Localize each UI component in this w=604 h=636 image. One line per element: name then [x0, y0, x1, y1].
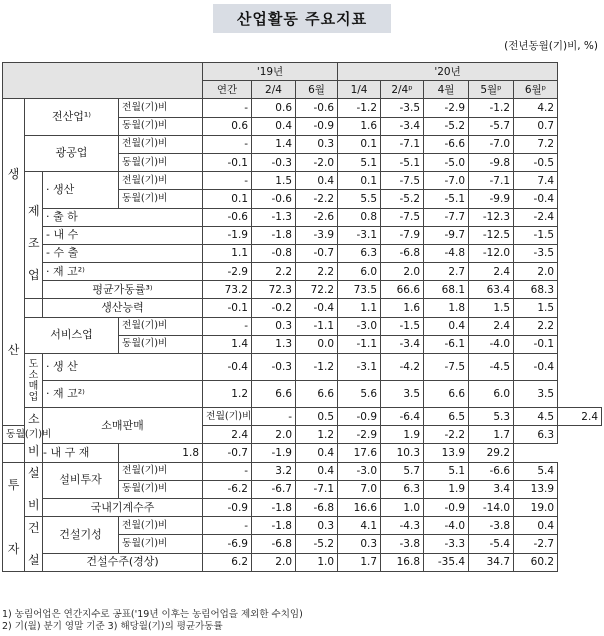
- cell: -: [203, 517, 252, 535]
- cell: 1.1: [203, 244, 252, 262]
- cell: -0.9: [296, 117, 338, 135]
- cell: 6.0: [469, 381, 514, 408]
- group-manufacturing: 제 조 업: [25, 172, 43, 299]
- cell: -3.5: [381, 99, 424, 117]
- cell: 2.2: [252, 263, 296, 281]
- label-construction-orders: 건설수주(경상): [43, 553, 203, 571]
- cell: 1.3: [252, 335, 296, 353]
- label-yoy: 동월(기)비: [119, 117, 203, 135]
- cell: -6.6: [469, 462, 514, 480]
- cell: 1.4: [252, 135, 296, 153]
- label-domestic: - 내 수: [43, 226, 203, 244]
- cell: -3.0: [338, 462, 381, 480]
- cell: -1.8: [252, 226, 296, 244]
- cell: -5.0: [424, 153, 469, 171]
- cell: -4.8: [424, 244, 469, 262]
- cell: 73.2: [203, 281, 252, 299]
- cell: -1.8: [252, 498, 296, 516]
- cell: -9.9: [469, 190, 514, 208]
- cell: -0.9: [338, 408, 381, 426]
- page-title: 산업활동 주요지표: [213, 4, 391, 33]
- cell: 73.5: [338, 281, 381, 299]
- label-yoy: 동월(기)비: [119, 480, 203, 498]
- cell: -1.2: [469, 99, 514, 117]
- cell: 3.4: [469, 480, 514, 498]
- cell: 1.5: [252, 172, 296, 190]
- cell: 2.4: [469, 317, 514, 335]
- cell: 6.5: [424, 408, 469, 426]
- cell: -7.0: [469, 135, 514, 153]
- cell: -5.2: [296, 535, 338, 553]
- cell: 3.5: [381, 381, 424, 408]
- cell: -3.4: [381, 117, 424, 135]
- cell: -: [203, 135, 252, 153]
- cell: 1.6: [338, 117, 381, 135]
- cell: -12.5: [469, 226, 514, 244]
- cell: 3.5: [514, 381, 558, 408]
- cell: -2.4: [514, 208, 558, 226]
- cell: 5.3: [469, 408, 514, 426]
- cell: 2.0: [514, 263, 558, 281]
- cell: 72.2: [296, 281, 338, 299]
- footnote-1: 1) 농림어업은 연간지수로 공표('19년 이후는 농림어업을 제외한 수치임): [2, 609, 303, 620]
- period-annual: 연간: [203, 81, 252, 99]
- label-capacity: 생산능력: [43, 299, 203, 317]
- cell: 0.6: [252, 99, 296, 117]
- label-mom: 전월(기)비: [119, 99, 203, 117]
- footnote-2: 2) 기(월) 분기 영말 기준 3) 해당월(기)의 평균가동률: [2, 621, 223, 632]
- cell: 19.0: [514, 498, 558, 516]
- cell: -2.0: [296, 153, 338, 171]
- cell: -3.1: [338, 226, 381, 244]
- cell: 1.6: [381, 299, 424, 317]
- cell: -2.2: [424, 426, 469, 444]
- cell: 10.3: [381, 444, 424, 462]
- cell: 1.2: [203, 381, 252, 408]
- cell: -0.6: [296, 99, 338, 117]
- cell: -4.0: [424, 517, 469, 535]
- cell: -5.4: [469, 535, 514, 553]
- title-bar: [0, 4, 604, 34]
- label-yoy: 동월(기)비: [119, 153, 203, 171]
- cell: 1.1: [338, 299, 381, 317]
- cell: -0.7: [203, 444, 252, 462]
- cell: 1.8: [119, 444, 203, 462]
- label-construction-completed: 건설기성: [43, 517, 119, 553]
- cell: -0.1: [514, 335, 558, 353]
- cell: 5.5: [338, 190, 381, 208]
- label-durables: - 내 구 재: [3, 444, 119, 462]
- cell: 0.7: [514, 117, 558, 135]
- label-yoy: 동월(기)비: [3, 426, 25, 444]
- cell: -1.9: [203, 226, 252, 244]
- cell: 5.6: [338, 381, 381, 408]
- header-year-20: '20년: [338, 63, 558, 81]
- cell: 16.8: [381, 553, 424, 571]
- cell: 6.3: [338, 244, 381, 262]
- cell: 1.7: [338, 553, 381, 571]
- label-yoy: 동월(기)비: [119, 335, 203, 353]
- unit-label: (전년동월(기)비, %): [504, 40, 598, 52]
- cell: -3.5: [514, 244, 558, 262]
- cell: -2.9: [424, 99, 469, 117]
- cell: 5.4: [514, 462, 558, 480]
- cell: 6.0: [338, 263, 381, 281]
- label-mom: 전월(기)비: [119, 517, 203, 535]
- cell: 6.3: [514, 426, 558, 444]
- cell: -5.1: [424, 190, 469, 208]
- cell: 1.9: [381, 426, 424, 444]
- cell: -6.1: [424, 335, 469, 353]
- cell: 60.2: [514, 553, 558, 571]
- cell: -6.4: [381, 408, 424, 426]
- cell: 6.3: [381, 480, 424, 498]
- cell: -4.2: [381, 354, 424, 381]
- cell: -0.1: [203, 299, 252, 317]
- cell: 17.6: [338, 444, 381, 462]
- cell: -7.9: [381, 226, 424, 244]
- cell: -7.7: [424, 208, 469, 226]
- cell: -5.7: [469, 117, 514, 135]
- cell: -5.2: [381, 190, 424, 208]
- cell: -: [252, 408, 296, 426]
- cell: 0.8: [338, 208, 381, 226]
- cell: -0.4: [514, 354, 558, 381]
- cell: 1.5: [514, 299, 558, 317]
- cell: 63.4: [469, 281, 514, 299]
- cell: -1.2: [296, 354, 338, 381]
- cell: -7.5: [381, 172, 424, 190]
- cell: -0.4: [296, 299, 338, 317]
- label-shipments: · 출 하: [43, 208, 203, 226]
- cell: 1.2: [296, 426, 338, 444]
- cell: -0.1: [203, 153, 252, 171]
- cell: -2.9: [338, 426, 381, 444]
- cell: 2.0: [381, 263, 424, 281]
- cell: 2.0: [252, 553, 296, 571]
- cell: 1.0: [381, 498, 424, 516]
- label-mom: 전월(기)비: [203, 408, 252, 426]
- cell: 0.1: [203, 190, 252, 208]
- label-wr-production: · 생 산: [43, 354, 203, 381]
- cell: -35.4: [424, 553, 469, 571]
- cell: -0.2: [252, 299, 296, 317]
- label-mom: 전월(기)비: [119, 135, 203, 153]
- label-wr-inventory: · 재 고²⁾: [43, 381, 203, 408]
- cell: 5.7: [381, 462, 424, 480]
- cell: -4.3: [381, 517, 424, 535]
- cell: -7.0: [424, 172, 469, 190]
- spacer: [25, 299, 43, 317]
- cell: 29.2: [469, 444, 514, 462]
- group-investment: 투 자: [3, 462, 25, 571]
- cell: -1.8: [252, 517, 296, 535]
- cell: 0.4: [296, 462, 338, 480]
- cell: -6.7: [252, 480, 296, 498]
- cell: 4.1: [338, 517, 381, 535]
- cell: 0.0: [296, 335, 338, 353]
- label-mom: 전월(기)비: [119, 462, 203, 480]
- cell: -0.3: [252, 354, 296, 381]
- cell: 0.4: [424, 317, 469, 335]
- cell: -1.9: [252, 444, 296, 462]
- cell: 5.1: [338, 153, 381, 171]
- cell: -2.7: [514, 535, 558, 553]
- cell: 0.1: [338, 172, 381, 190]
- cell: -5.2: [424, 117, 469, 135]
- group-facility: 설 비: [25, 462, 43, 517]
- label-yoy: 동월(기)비: [119, 535, 203, 553]
- cell: 7.2: [514, 135, 558, 153]
- cell: 0.1: [338, 135, 381, 153]
- cell: -6.9: [203, 535, 252, 553]
- cell: -1.2: [338, 99, 381, 117]
- cell: 2.7: [424, 263, 469, 281]
- label-exports: - 수 출: [43, 244, 203, 262]
- cell: -7.1: [296, 480, 338, 498]
- cell: 72.3: [252, 281, 296, 299]
- label-mom: 전월(기)비: [119, 172, 203, 190]
- cell: 68.3: [514, 281, 558, 299]
- cell: -6.2: [203, 480, 252, 498]
- cell: 0.4: [296, 444, 338, 462]
- header-row-years: [3, 63, 602, 81]
- cell: -0.3: [252, 153, 296, 171]
- cell: -1.1: [296, 317, 338, 335]
- cell: 1.9: [424, 480, 469, 498]
- cell: 6.6: [424, 381, 469, 408]
- cell: 0.4: [252, 117, 296, 135]
- cell: 6.2: [203, 553, 252, 571]
- cell: 5.1: [424, 462, 469, 480]
- cell: -4.0: [469, 335, 514, 353]
- group-construction: 건 설: [25, 517, 43, 572]
- cell: 13.9: [514, 480, 558, 498]
- cell: 2.2: [296, 263, 338, 281]
- cell: 1.0: [296, 553, 338, 571]
- cell: -0.9: [424, 498, 469, 516]
- cell: 1.8: [424, 299, 469, 317]
- cell: 0.3: [296, 517, 338, 535]
- label-mining: 광공업: [25, 135, 119, 171]
- cell: -3.8: [469, 517, 514, 535]
- cell: -9.8: [469, 153, 514, 171]
- label-mom: 전월(기)비: [119, 317, 203, 335]
- cell: -7.5: [381, 208, 424, 226]
- cell: -6.8: [296, 498, 338, 516]
- cell: 4.5: [514, 408, 558, 426]
- cell: -5.1: [381, 153, 424, 171]
- cell: -0.4: [514, 190, 558, 208]
- cell: -3.8: [381, 535, 424, 553]
- cell: 3.2: [252, 462, 296, 480]
- label-facility-investment: 설비투자: [43, 462, 119, 498]
- cell: -: [203, 172, 252, 190]
- cell: 13.9: [424, 444, 469, 462]
- cell: -7.1: [469, 172, 514, 190]
- cell: 68.1: [424, 281, 469, 299]
- cell: -12.0: [469, 244, 514, 262]
- cell: -1.5: [381, 317, 424, 335]
- cell: 2.4: [469, 263, 514, 281]
- cell: -1.1: [338, 335, 381, 353]
- cell: 6.6: [296, 381, 338, 408]
- cell: 0.3: [338, 535, 381, 553]
- period-19q2: 2/4: [252, 81, 296, 99]
- cell: -9.7: [424, 226, 469, 244]
- cell: 0.3: [252, 317, 296, 335]
- cell: -3.1: [338, 354, 381, 381]
- cell: -0.4: [203, 354, 252, 381]
- cell: -7.5: [424, 354, 469, 381]
- cell: -3.3: [424, 535, 469, 553]
- period-19jun: 6월: [296, 81, 338, 99]
- cell: -: [203, 99, 252, 117]
- label-utilization: 평균가동률³⁾: [43, 281, 203, 299]
- group-consumption: 소 비: [25, 408, 43, 463]
- cell: -: [203, 462, 252, 480]
- cell: -1.5: [514, 226, 558, 244]
- cell: 0.3: [296, 135, 338, 153]
- header-year-19: '19년: [203, 63, 338, 81]
- cell: -6.8: [252, 535, 296, 553]
- label-retail: 소매판매: [43, 408, 203, 444]
- period-20may: 5월ᵖ: [469, 81, 514, 99]
- group-production: 생 산: [3, 99, 25, 426]
- cell: -2.9: [203, 263, 252, 281]
- cell: 16.6: [338, 498, 381, 516]
- cell: -7.1: [381, 135, 424, 153]
- cell: -2.6: [296, 208, 338, 226]
- cell: 2.0: [252, 426, 296, 444]
- cell: 1.5: [469, 299, 514, 317]
- cell: -12.3: [469, 208, 514, 226]
- cell: 0.4: [296, 172, 338, 190]
- cell: -14.0: [469, 498, 514, 516]
- cell: -0.8: [252, 244, 296, 262]
- cell: -: [203, 317, 252, 335]
- footnotes: [2, 609, 303, 633]
- period-20q1: 1/4: [338, 81, 381, 99]
- cell: 2.4: [558, 408, 602, 426]
- cell: -3.4: [381, 335, 424, 353]
- cell: -6.6: [424, 135, 469, 153]
- period-20jun: 6월ᵖ: [514, 81, 558, 99]
- cell: -2.2: [296, 190, 338, 208]
- label-machinery-orders: 국내기계수주: [43, 498, 203, 516]
- cell: -4.5: [469, 354, 514, 381]
- cell: 66.6: [381, 281, 424, 299]
- label-yoy: 동월(기)비: [119, 190, 203, 208]
- cell: -6.8: [381, 244, 424, 262]
- cell: -0.5: [514, 153, 558, 171]
- cell: 34.7: [469, 553, 514, 571]
- cell: 1.7: [469, 426, 514, 444]
- label-mfg-production: · 생산: [43, 172, 119, 208]
- cell: 1.4: [203, 335, 252, 353]
- cell: 0.6: [203, 117, 252, 135]
- cell: -0.7: [296, 244, 338, 262]
- header-blank: [3, 63, 203, 99]
- cell: 4.2: [514, 99, 558, 117]
- cell: 0.5: [296, 408, 338, 426]
- cell: 2.4: [203, 426, 252, 444]
- label-inventory: · 재 고²⁾: [43, 263, 203, 281]
- cell: 7.4: [514, 172, 558, 190]
- cell: -3.0: [338, 317, 381, 335]
- period-20apr: 4월: [424, 81, 469, 99]
- cell: 7.0: [338, 480, 381, 498]
- indicator-table: [2, 62, 602, 572]
- cell: -3.9: [296, 226, 338, 244]
- cell: -0.6: [252, 190, 296, 208]
- label-services: 서비스업: [25, 317, 119, 353]
- group-wholesale-retail: 도 소 매 업: [25, 354, 43, 408]
- cell: -1.3: [252, 208, 296, 226]
- label-all-industry: 전산업¹⁾: [25, 99, 119, 135]
- period-20q2: 2/4ᵖ: [381, 81, 424, 99]
- cell: 2.2: [514, 317, 558, 335]
- cell: 0.4: [514, 517, 558, 535]
- cell: 6.6: [252, 381, 296, 408]
- cell: -0.9: [203, 498, 252, 516]
- cell: -0.6: [203, 208, 252, 226]
